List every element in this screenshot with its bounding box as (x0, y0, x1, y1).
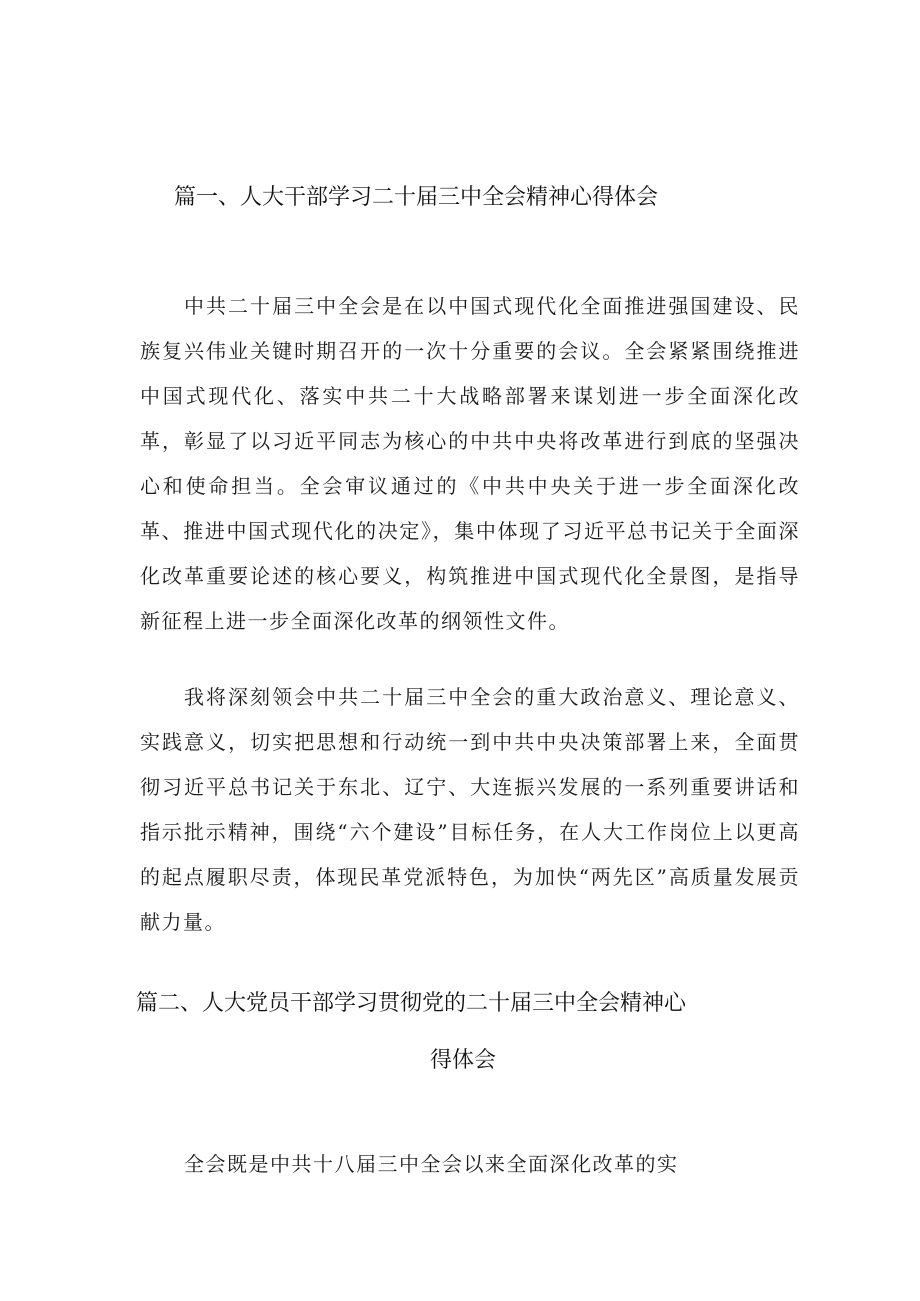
section-two-title-line-2: 得体会 (430, 1048, 497, 1073)
section-one-paragraph-1: 中共二十届三中全会是在以中国式现代化全面推进强国建设、民族复兴伟业关键时期召开的一次十分重要的会议。全会紧紧围绕推进中国式现代化、落实中共二十大战略部署来谋划进一步全面深化改革，彰显了以习近平同志为核心的中共中央将改革进行到底的坚强决心和使命担当。全会审议通过的《中共中央关于进一步全面深化改革、推进中国式现代化的决定》，集中体现了习近平总书记关于全面深化改革重要论述的核心要义，构筑推进中国式现代化全景图，是指导新征程上进一步全面深化改革的纲领性文件。 (140, 294, 800, 633)
section-two-paragraph-1: 全会既是中共十八届三中全会以来全面深化改革的实 (184, 1152, 679, 1176)
section-two-title-line-1: 篇二、人大党员干部学习贯彻党的二十届三中全会精神心 (136, 991, 687, 1016)
section-one-paragraph-2: 我将深刻领会中共二十届三中全会的重大政治意义、理论意义、实践意义，切实把思想和行动统一到中共中央决策部署上来，全面贯彻习近平总书记关于东北、辽宁、大连振兴发展的一系列重要讲话和指示批示精神，围绕“六个建设”目标任务，在人大工作岗位上以更高的起点履职尽责，体现民革党派特色，为加快“两先区”高质量发展贡献力量。 (140, 685, 800, 934)
section-one-title: 篇一、人大干部学习二十届三中全会精神心得体会 (174, 185, 659, 210)
